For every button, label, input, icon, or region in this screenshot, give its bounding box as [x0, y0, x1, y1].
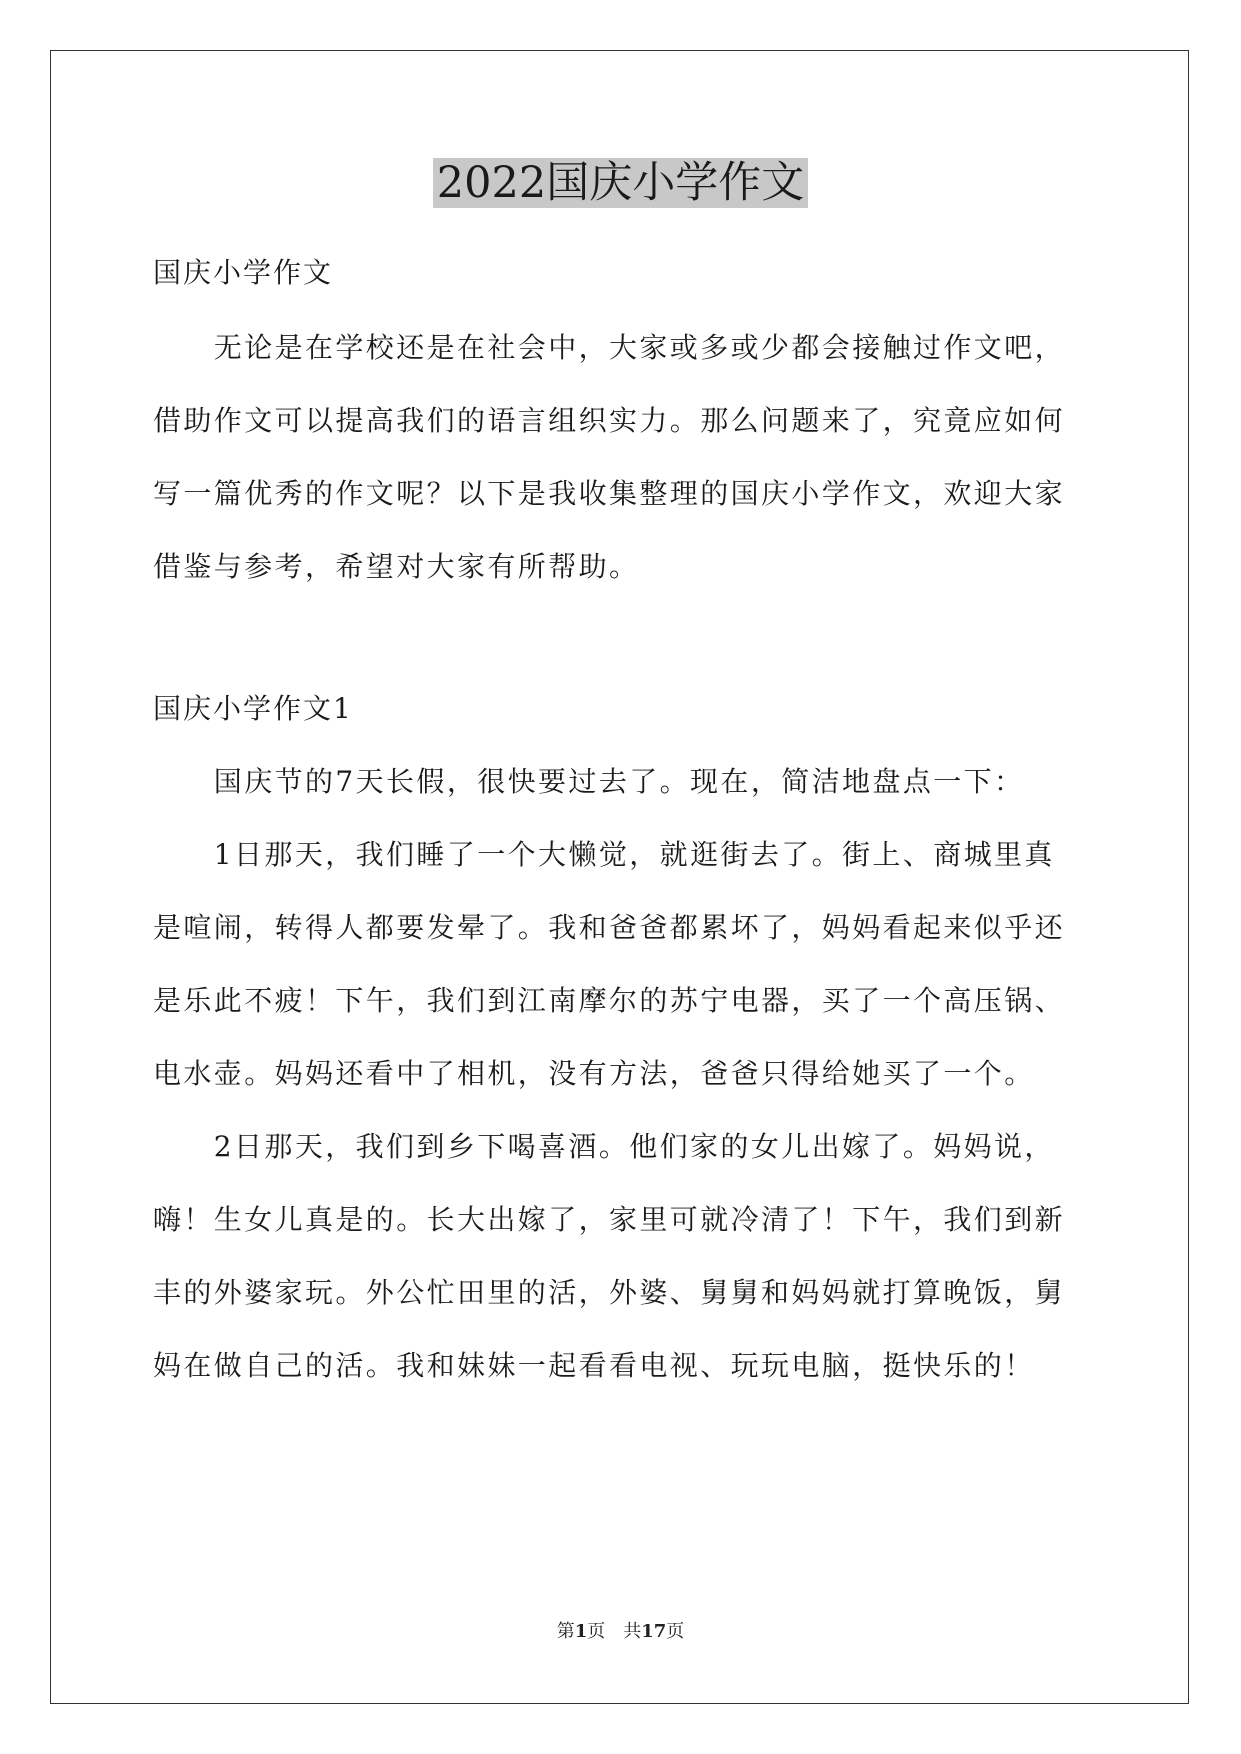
paragraph-line: 是乐此不疲！下午，我们到江南摩尔的苏宁电器，买了一个高压锅、	[153, 984, 1066, 1017]
page-prefix: 第	[556, 1621, 575, 1642]
paragraph-line: 是喧闹，转得人都要发晕了。我和爸爸都累坏了，妈妈看起来似乎还	[153, 911, 1066, 944]
section1-heading: 国庆小学作文1	[153, 692, 353, 725]
page-suffix: 页	[666, 1621, 685, 1642]
intro-paragraph	[153, 328, 1087, 587]
paragraph-line: 嗨！生女儿真是的。长大出嫁了，家里可就冷清了！下午，我们到新	[153, 1203, 1066, 1236]
paragraph-line: 1日那天，我们睡了一个大懒觉，就逛街去了。街上、商城里真	[153, 838, 1055, 871]
paragraph-line: 国庆节的7天长假，很快要过去了。现在，简洁地盘点一下：	[153, 765, 1025, 798]
paragraph-line: 无论是在学校还是在社会中，大家或多或少都会接触过作文吧，	[153, 331, 1066, 364]
document-body	[153, 253, 1087, 1386]
page-footer	[0, 1620, 1241, 1644]
current-page-number: 1	[574, 1621, 588, 1642]
paragraph-line: 丰的外婆家玩。外公忙田里的活，外婆、舅舅和妈妈就打算晚饭，舅	[153, 1276, 1066, 1309]
total-page-number: 17	[641, 1621, 667, 1642]
document-title	[0, 153, 1241, 213]
paragraph-line: 写一篇优秀的作文呢？以下是我收集整理的国庆小学作文，欢迎大家	[153, 477, 1066, 510]
paragraph-line: 电水壶。妈妈还看中了相机，没有方法，爸爸只得给她买了一个。	[153, 1057, 1035, 1090]
paragraph-line: 2日那天，我们到乡下喝喜酒。他们家的女儿出嫁了。妈妈说，	[153, 1130, 1055, 1163]
section1-body	[153, 762, 1087, 1386]
paragraph-line: 借助作文可以提高我们的语言组织实力。那么问题来了，究竟应如何	[153, 404, 1066, 437]
intro-heading: 国庆小学作文	[153, 256, 334, 289]
page-mid: 页 共	[587, 1621, 642, 1642]
document-title-text: 2022国庆小学作文	[433, 158, 808, 208]
paragraph-line: 借鉴与参考，希望对大家有所帮助。	[153, 550, 640, 583]
paragraph-line: 妈在做自己的活。我和妹妹一起看看电视、玩玩电脑，挺快乐的！	[153, 1349, 1035, 1382]
